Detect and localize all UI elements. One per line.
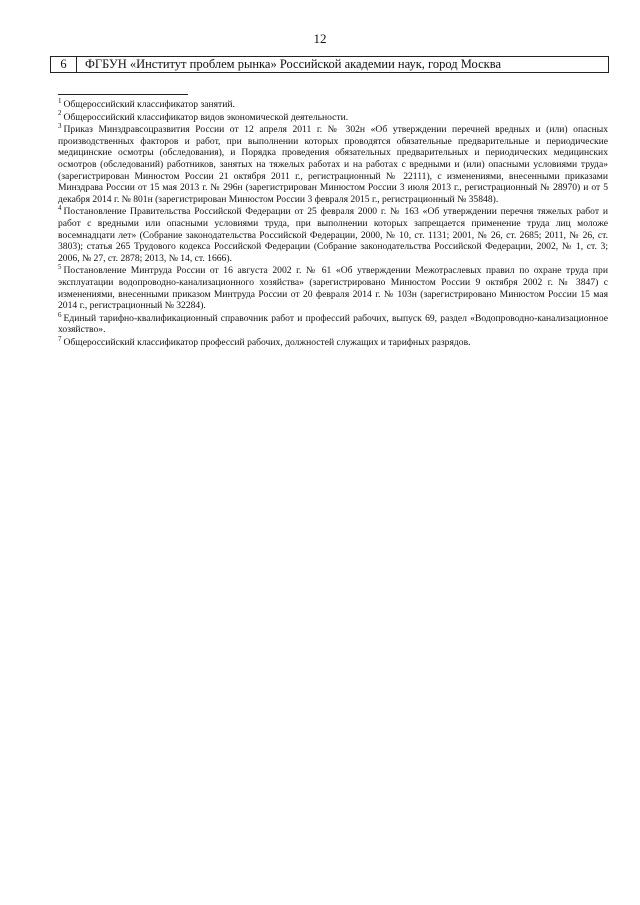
- footnote-mark: 6: [58, 310, 62, 319]
- footnote-text: Общероссийский классификатор занятий.: [63, 99, 235, 110]
- footnote-mark: 5: [58, 263, 62, 272]
- footnote-text: Постановление Правительства Российской Федерации от 25 февраля 2000 г. № 163 «Об утверждении перечня тяжелых работ и работ с вредными или опасными условиями труда, при выполнении которых запрещается применение труда лиц моложе восемнадцати лет» (Собрание законодательства Российской Федерации, 2000, № 10, ст. 1131; 2001, № 26, ст. 2685; 2011, № 26, ст. 3803); статья 265 Трудового кодекса Российской Федерации (Собрание законодательства Российской Федерации, 2002, № 1, ст. 3; 2006, № 27, ст. 2878; 2013, № 14, ст. 1666).: [58, 206, 608, 264]
- footnote-2: [58, 109, 608, 124]
- footnotes-section: [58, 96, 608, 349]
- footnote-mark: 2: [58, 109, 62, 118]
- footnote-text: Общероссийский классификатор видов экономической деятельности.: [63, 111, 349, 123]
- footnote-7: [58, 334, 608, 349]
- footnote-1: [58, 96, 608, 111]
- footnote-text: Единый тарифно-квалификационный справочник работ и профессий рабочих, выпуск 69, раздел «Водопроводно-канализационное хозяйство».: [58, 312, 608, 336]
- row-number-cell: 6: [51, 57, 77, 72]
- footnote-6: [58, 310, 608, 336]
- footnote-text: Постановление Минтруда России от 16 августа 2002 г. № 61 «Об утверждении Межотраслевых правил по охране труда при эксплуатации водопроводно-канализационного хозяйства» (зарегистрировано Минюстом России 9 октября 2002 г. № 3847) с изменениями, внесенными приказом Минтруда России от 20 февраля 2014 г. № 103н (зарегистрировано Минюстом России 15 мая 2014 г., регистрационный № 32284).: [58, 265, 608, 312]
- footnote-5: [58, 265, 608, 311]
- footnote-text: Общероссийский классификатор профессий рабочих, должностей служащих и тарифных разрядов.: [63, 336, 471, 348]
- footnote-text: Приказ Минздравсоцразвития России от 12 апреля 2011 г. № 302н «Об утверждении перечней вредных и (или) опасных производственных факторов и работ, при выполнении которых проводятся обязательные предварительные и периодические медицинские осмотры (обследования), и Порядка проведения обязательных предварительных и периодических медицинских осмотров (обследований) работников, занятых на тяжелых работах и на работах с вредными и (или) опасными условиями труда» (зарегистрирован Минюстом России 21 октября 2011 г., регистрационный № 22111), с изменениями, внесенными приказами Минздрава России от 15 мая 2013 г. № 296н (зарегистрирован Минюстом России 3 июля 2013 г., регистрационный № 28970) и от 5 декабря 2014 г. № 801н (зарегистрирован Минюстом России 3 февраля 2015 г., регистрационный № 35848).: [58, 124, 608, 205]
- footnote-3: [58, 124, 608, 205]
- footnote-4: [58, 206, 608, 264]
- footnote-separator: [58, 94, 188, 95]
- organization-name-cell: ФГБУН «Институт проблем рынка» Российской академии наук, город Москва: [85, 57, 502, 71]
- organization-table-row: [50, 56, 609, 73]
- footnote-mark: 3: [58, 122, 62, 130]
- footnote-mark: 4: [58, 204, 62, 213]
- page-number: 12: [313, 31, 327, 46]
- footnote-mark: 7: [58, 334, 62, 343]
- footnote-mark: 1: [58, 96, 62, 105]
